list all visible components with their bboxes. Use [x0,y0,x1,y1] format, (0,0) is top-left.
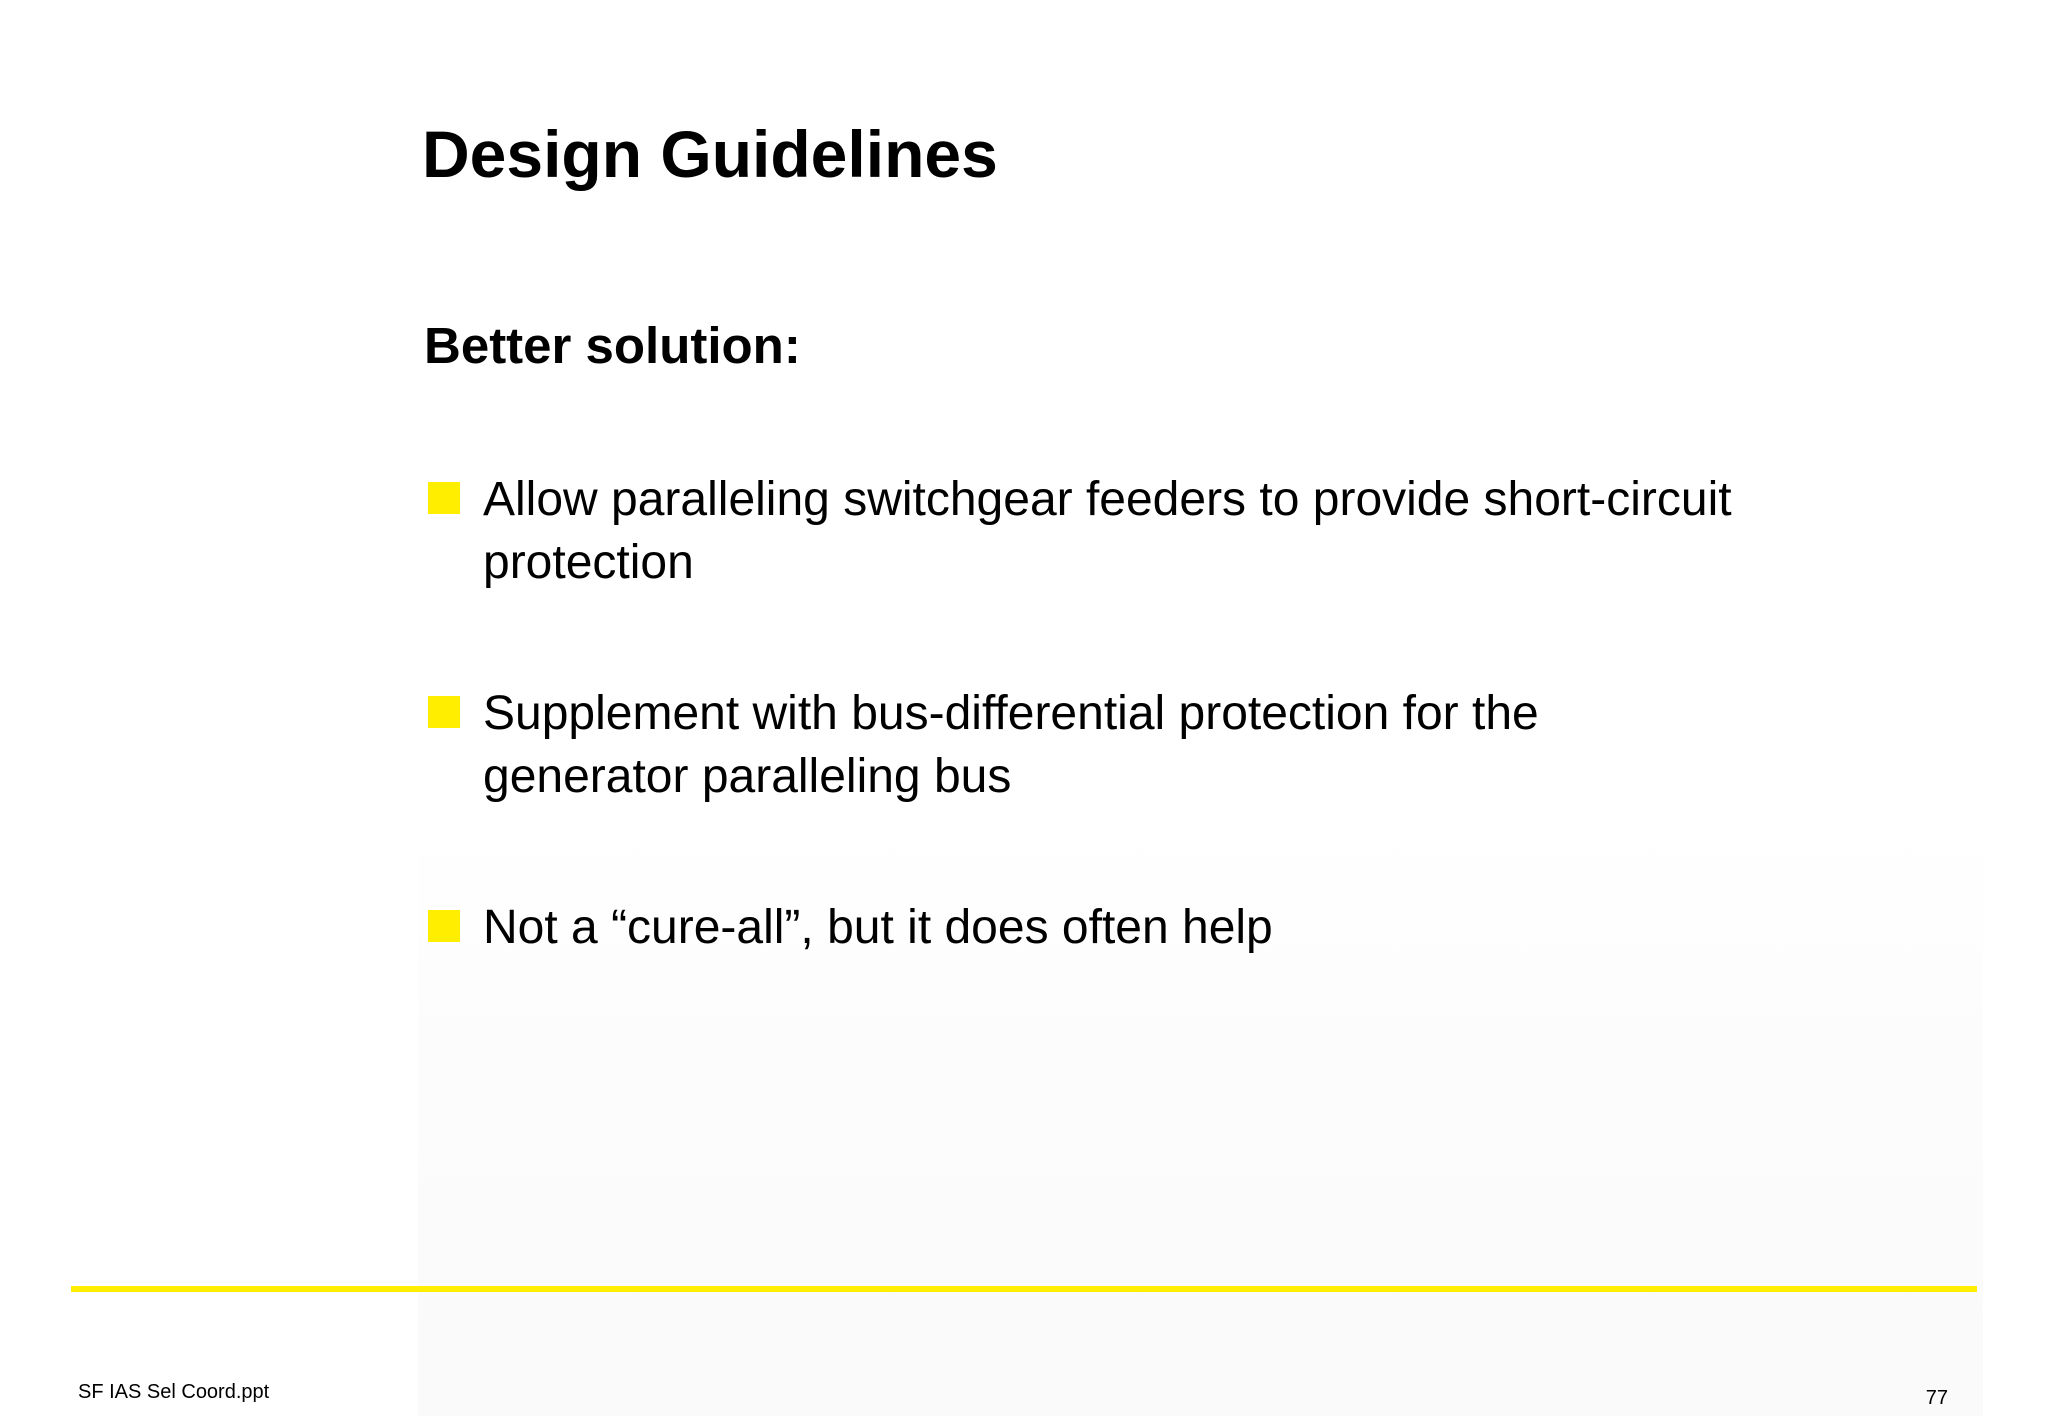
bullet-item [428,896,1748,959]
bullet-item [428,468,1748,594]
bullet-list [428,468,1748,1047]
footer-divider [71,1286,1977,1292]
bullet-item [428,682,1748,808]
slide-title: Design Guidelines [422,117,998,191]
bullet-text: Supplement with bus-differential protection for the generator paralleling bus [483,687,1539,803]
footer-page-number: 77 [1925,1387,1948,1409]
bullet-text: Allow paralleling switchgear feeders to provide short-circuit protection [483,473,1732,589]
yellow-square-bullet-icon [428,910,460,942]
footer-file-name: SF IAS Sel Coord.ppt [78,1381,270,1403]
yellow-square-bullet-icon [428,482,460,514]
bullet-text: Not a “cure-all”, but it does often help [483,901,1273,954]
yellow-square-bullet-icon [428,696,460,728]
slide-subtitle: Better solution: [424,317,801,374]
